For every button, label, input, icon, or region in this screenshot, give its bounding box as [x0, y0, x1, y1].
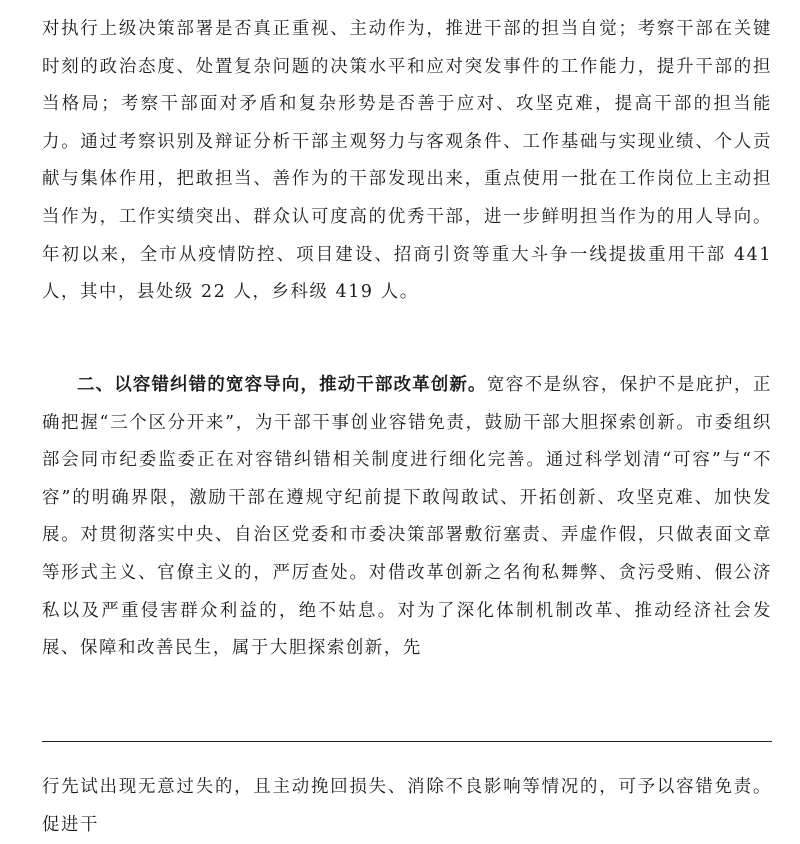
page-divider	[42, 741, 772, 742]
paragraph-1: 对执行上级决策部署是否真正重视、主动作为，推进干部的担当自觉；考察干部在关键时刻的政治态度、处置复杂问题的决策水平和应对突发事件的工作能力，提升干部的担当格局；考察干部面对矛盾和复杂形势是否善于应对、攻坚克难，提高干部的担当能力。通过考察识别及辩证分析干部主观努力与客观条件、工作基础与实现业绩、个人贡献与集体作用，把敢担当、善作为的干部发现出来，重点使用一批在工作岗位上主动担当作为，工作实绩突出、群众认可度高的优秀干部，进一步鲜明担当作为的用人导向。年初以来，全市从疫情防控、项目建设、招商引资等重大斗争一线提拔重用干部 441 人，其中，县处级 22 人，乡科级 419 人。	[42, 19, 772, 303]
paragraph-2-body: 宽容不是纵容，保护不是庇护，正确把握“三个区分开来”，为干部干事创业容错免责，鼓励干部大胆探索创新。市委组织部会同市纪委监委正在对容错纠错相关制度进行细化完善。通过科学划清“可容”与“不容”的明确界限，激励干部在遵规守纪前提下敢闯敢试、开拓创新、攻坚克难、加快发展。对贯彻落实中央、自治区党委和市委决策部署敷衍塞责、弄虚作假，只做表面文章等形式主义、官僚主义的，严厉查处。对借改革创新之名徇私舞弊、贪污受贿、假公济私以及严重侵害群众利益的，绝不姑息。对为了深化体制机制改革、推动经济社会发展、保障和改善民生，属于大胆探索创新，先	[42, 375, 772, 659]
paragraph-2	[42, 367, 772, 668]
paragraph-3: 行先试出现无意过失的，且主动挽回损失、消除不良影响等情况的，可予以容错免责。促进干	[42, 777, 772, 835]
section-heading: 二、以容错纠错的宽容导向，推动干部改革创新。	[77, 375, 487, 395]
